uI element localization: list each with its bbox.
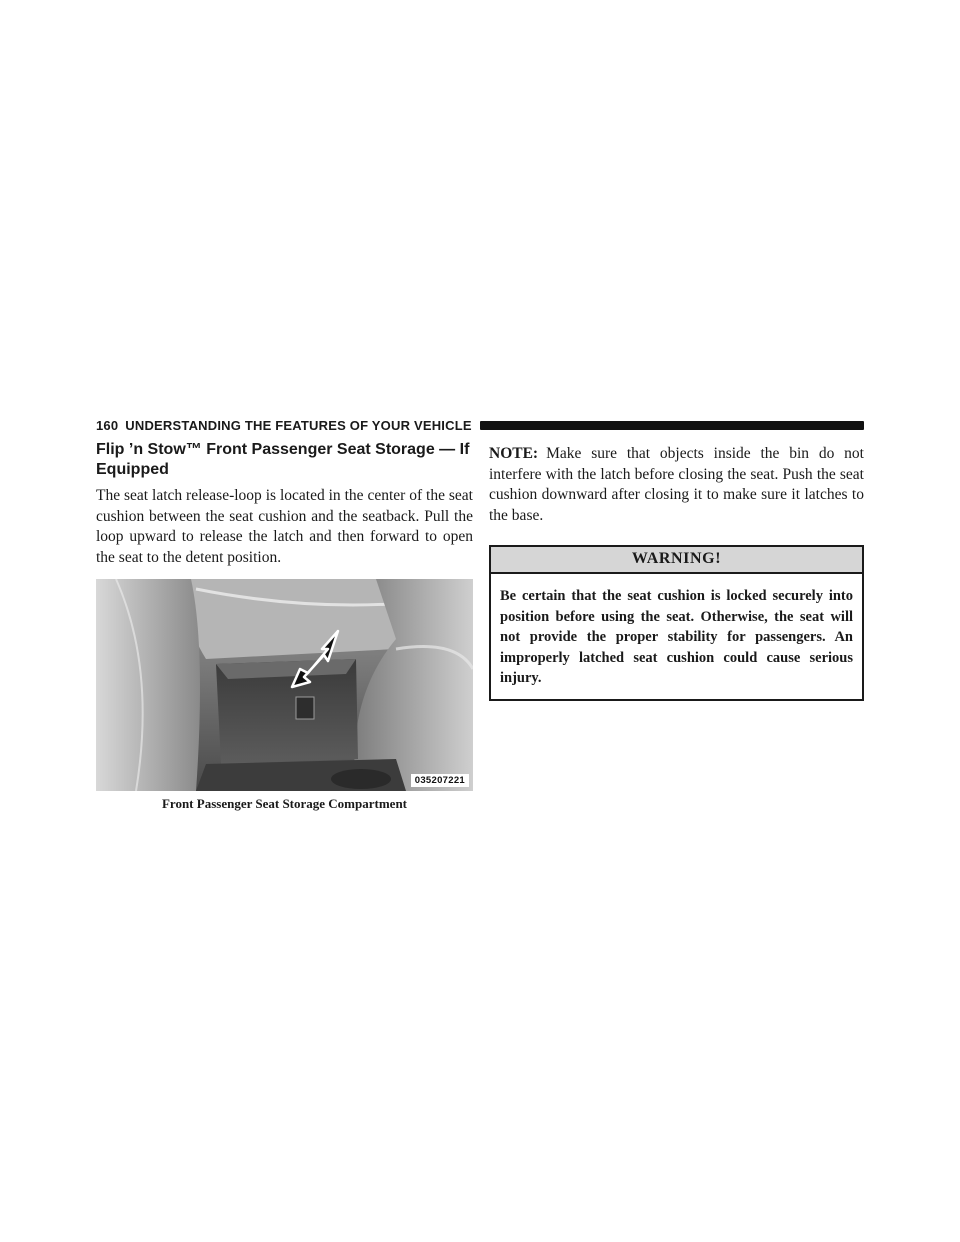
section-heading: Flip ’n Stow™ Front Passenger Seat Storage — If Equipped <box>96 441 470 478</box>
note-paragraph <box>489 444 864 526</box>
section-title: UNDERSTANDING THE FEATURES OF YOUR VEHICLE <box>125 417 472 433</box>
page-number: 160 <box>96 417 119 433</box>
figure-caption: Front Passenger Seat Storage Compartment <box>161 796 408 811</box>
left-column <box>96 440 473 812</box>
intro-paragraph: The seat latch release-loop is located in the center of the seat cushion between the seat cushion and the seatback. Pull the loop upward to release the latch and then forward to open the seat to the detent position. <box>96 487 473 566</box>
header-rule <box>480 421 864 430</box>
seat-storage-illustration <box>96 579 473 791</box>
seat-storage-photo <box>96 579 473 791</box>
warning-text: Be certain that the seat cushion is locked securely into position before using the seat. Otherwise, the seat will not provide the proper stability for passengers. An improperly latched seat cushion could cause serious injury. <box>500 588 853 686</box>
note-label: NOTE: <box>489 445 539 462</box>
warning-box <box>489 545 864 701</box>
right-column <box>489 444 864 701</box>
warning-title: WARNING! <box>491 547 862 574</box>
page-header <box>96 417 864 433</box>
note-text: Make sure that objects inside the bin do not interfere with the latch before closing the seat. Push the seat cushion downward after closing it to make sure it latches to the base. <box>489 445 864 524</box>
figure-code: 035207221 <box>411 774 469 787</box>
